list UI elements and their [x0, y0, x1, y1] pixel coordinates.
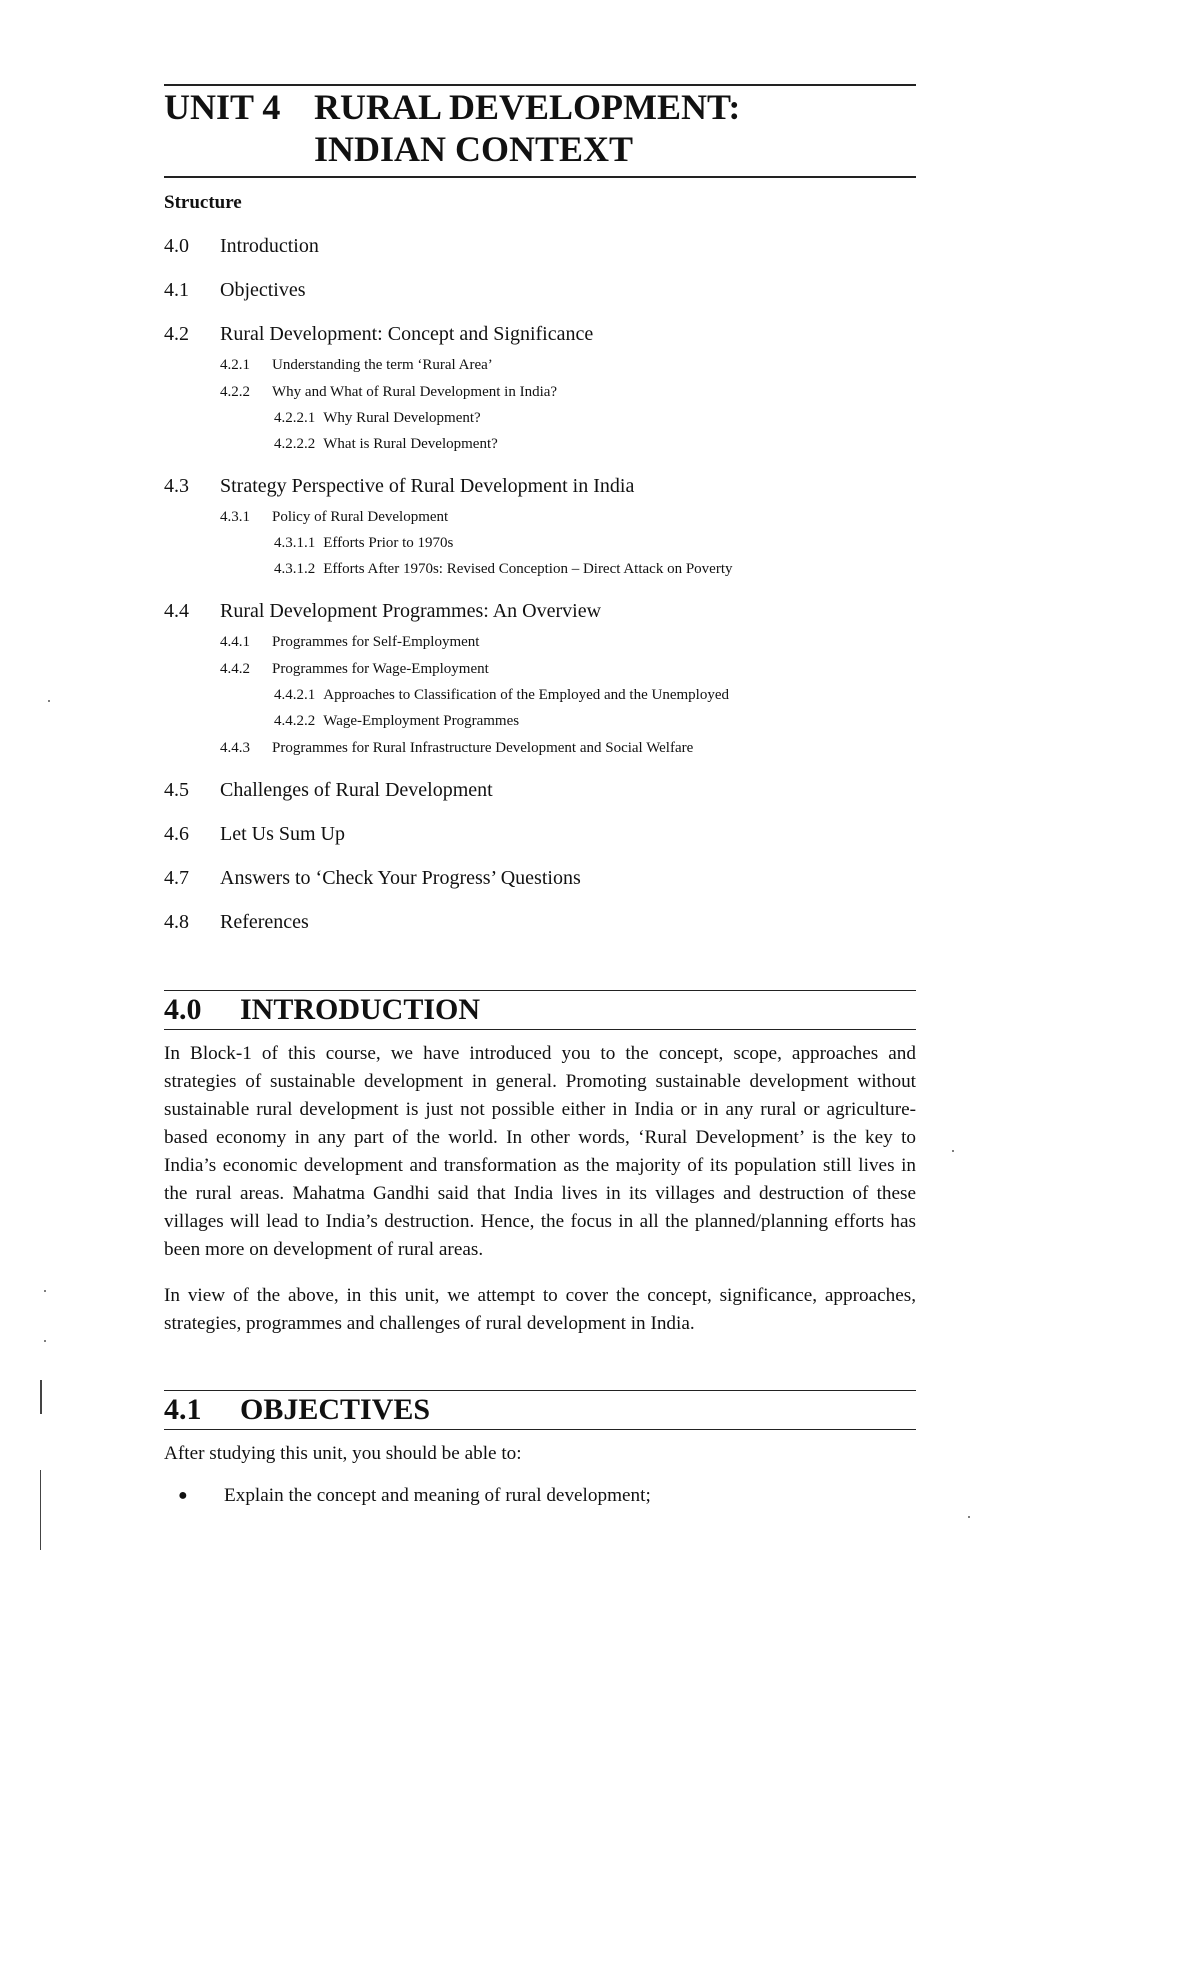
scan-speck [48, 700, 50, 702]
toc-entry-number: 4.4.2.2 [274, 713, 316, 729]
toc-entry-number: 4.4.3 [220, 740, 250, 756]
toc-entry-number: 4.3 [164, 475, 189, 497]
toc-entry-label: Rural Development: Concept and Significance [220, 323, 594, 345]
scan-speck [44, 1340, 46, 1342]
toc-entry [164, 234, 924, 258]
toc-entry-number: 4.3.1 [220, 509, 250, 525]
toc-entry-number: 4.2.2.1 [274, 410, 316, 426]
toc-entry [164, 712, 924, 731]
toc-entry [164, 278, 924, 302]
structure-heading: Structure [164, 192, 242, 213]
toc-entry-number: 4.4 [164, 600, 189, 622]
toc-entry [164, 560, 924, 579]
section-bottom-rule [164, 1429, 916, 1430]
toc-entry [164, 686, 924, 705]
scan-speck [952, 1150, 954, 1152]
toc-entry [164, 435, 924, 454]
section-number: 4.0 [164, 993, 202, 1026]
toc-entry [164, 778, 924, 802]
toc-entry-label: Why and What of Rural Development in India? [272, 384, 558, 400]
toc-entry-number: 4.4.2 [220, 661, 250, 677]
toc-entry-number: 4.2.2 [220, 384, 250, 400]
introduction-section [164, 990, 916, 1338]
toc-entry-number: 4.0 [164, 235, 189, 257]
toc-entry-label: Answers to ‘Check Your Progress’ Questions [220, 867, 581, 889]
toc-entry [164, 739, 924, 758]
toc-entry-number: 4.8 [164, 911, 189, 933]
margin-scan-mark [40, 1380, 42, 1414]
bullet-icon: ● [178, 1487, 188, 1504]
toc-entry-number: 4.1 [164, 279, 189, 301]
objective-text: Explain the concept and meaning of rural development; [224, 1485, 651, 1506]
objectives-section [164, 1390, 916, 1510]
toc-entry-label: Understanding the term ‘Rural Area’ [272, 357, 493, 373]
toc-entry-label: Challenges of Rural Development [220, 779, 493, 801]
toc-entry-number: 4.4.1 [220, 634, 250, 650]
scan-speck [44, 1290, 46, 1292]
objectives-list [164, 1482, 916, 1510]
toc-entry [164, 660, 924, 679]
toc-entry-number: 4.3.1.2 [274, 561, 316, 577]
toc-entry-label: Efforts After 1970s: Revised Conception – Direct Attack on Poverty [323, 561, 733, 577]
toc-entry [164, 822, 924, 846]
toc-entry-label: Policy of Rural Development [272, 509, 449, 525]
scan-speck [968, 1516, 970, 1518]
toc-entry [164, 599, 924, 623]
toc-entry-number: 4.2.2.2 [274, 436, 316, 452]
section-heading [164, 991, 916, 1029]
toc-entry-number: 4.4.2.1 [274, 687, 316, 703]
toc-entry [164, 356, 924, 375]
objective-item [164, 1482, 916, 1510]
intro-paragraph: In view of the above, in this unit, we attempt to cover the concept, significance, approaches, strategies, programmes and challenges of rural development in India. [164, 1285, 916, 1334]
toc-entry-label: Why Rural Development? [323, 410, 481, 426]
toc-entry-label: Introduction [220, 235, 319, 257]
toc-entry [164, 534, 924, 553]
section-bottom-rule [164, 1029, 916, 1030]
toc-entry [164, 383, 924, 402]
toc-entry-label: Efforts Prior to 1970s [323, 535, 454, 551]
section-title: OBJECTIVES [240, 1393, 431, 1426]
toc-entry-label: Programmes for Rural Infrastructure Development and Social Welfare [272, 740, 694, 756]
toc-entry-label: Rural Development Programmes: An Overview [220, 600, 602, 622]
toc-entry [164, 910, 924, 934]
objectives-lead: After studying this unit, you should be able to: [164, 1443, 522, 1464]
toc-entry [164, 633, 924, 652]
toc-entry-label: Strategy Perspective of Rural Development in India [220, 475, 635, 497]
section-title: INTRODUCTION [240, 993, 481, 1026]
unit-title: RURAL DEVELOPMENT: INDIAN CONTEXT [314, 87, 741, 169]
toc-entry [164, 508, 924, 527]
toc-entry-label: Programmes for Self-Employment [272, 634, 480, 650]
toc-entry-number: 4.5 [164, 779, 189, 801]
toc-entry-number: 4.2.1 [220, 357, 250, 373]
unit-header [164, 84, 916, 178]
toc-entry [164, 409, 924, 428]
header-bottom-rule [164, 176, 916, 178]
toc-entry-number: 4.7 [164, 867, 189, 889]
toc-entry-label: What is Rural Development? [323, 436, 498, 452]
toc-entry [164, 866, 924, 890]
toc-entry-number: 4.6 [164, 823, 189, 845]
toc-entry-number: 4.2 [164, 323, 189, 345]
unit-label: UNIT 4 [164, 87, 281, 127]
toc-entry-label: Objectives [220, 279, 306, 301]
section-heading [164, 1391, 916, 1429]
toc-entry [164, 322, 924, 346]
toc-entry-label: Programmes for Wage-Employment [272, 661, 489, 677]
toc-entry-label: Approaches to Classification of the Employed and the Unemployed [323, 687, 729, 703]
intro-paragraph: In Block-1 of this course, we have introduced you to the concept, scope, approaches and strategies of sustainable development in general. Promoting sustainable development without sustainable rural development is just not possible either in India or in any rural or agriculture-based economy in any part of the world. In other words, ‘Rural Development’ is the key to India’s economic development and transformation as the majority of its population still lives in the rural areas. Mahatma Gandhi said that India lives in its villages and destruction of these villages will lead to India’s destruction. Hence, the focus in all the planned/planning efforts has been more on development of rural areas. [164, 1043, 916, 1260]
toc-entry-label: References [220, 911, 309, 933]
toc-entry-label: Let Us Sum Up [220, 823, 345, 845]
toc-entry-number: 4.3.1.1 [274, 535, 316, 551]
margin-scan-mark [40, 1470, 41, 1550]
section-number: 4.1 [164, 1393, 202, 1426]
toc-entry [164, 474, 924, 498]
toc-entry-label: Wage-Employment Programmes [323, 713, 520, 729]
table-of-contents [164, 234, 924, 934]
